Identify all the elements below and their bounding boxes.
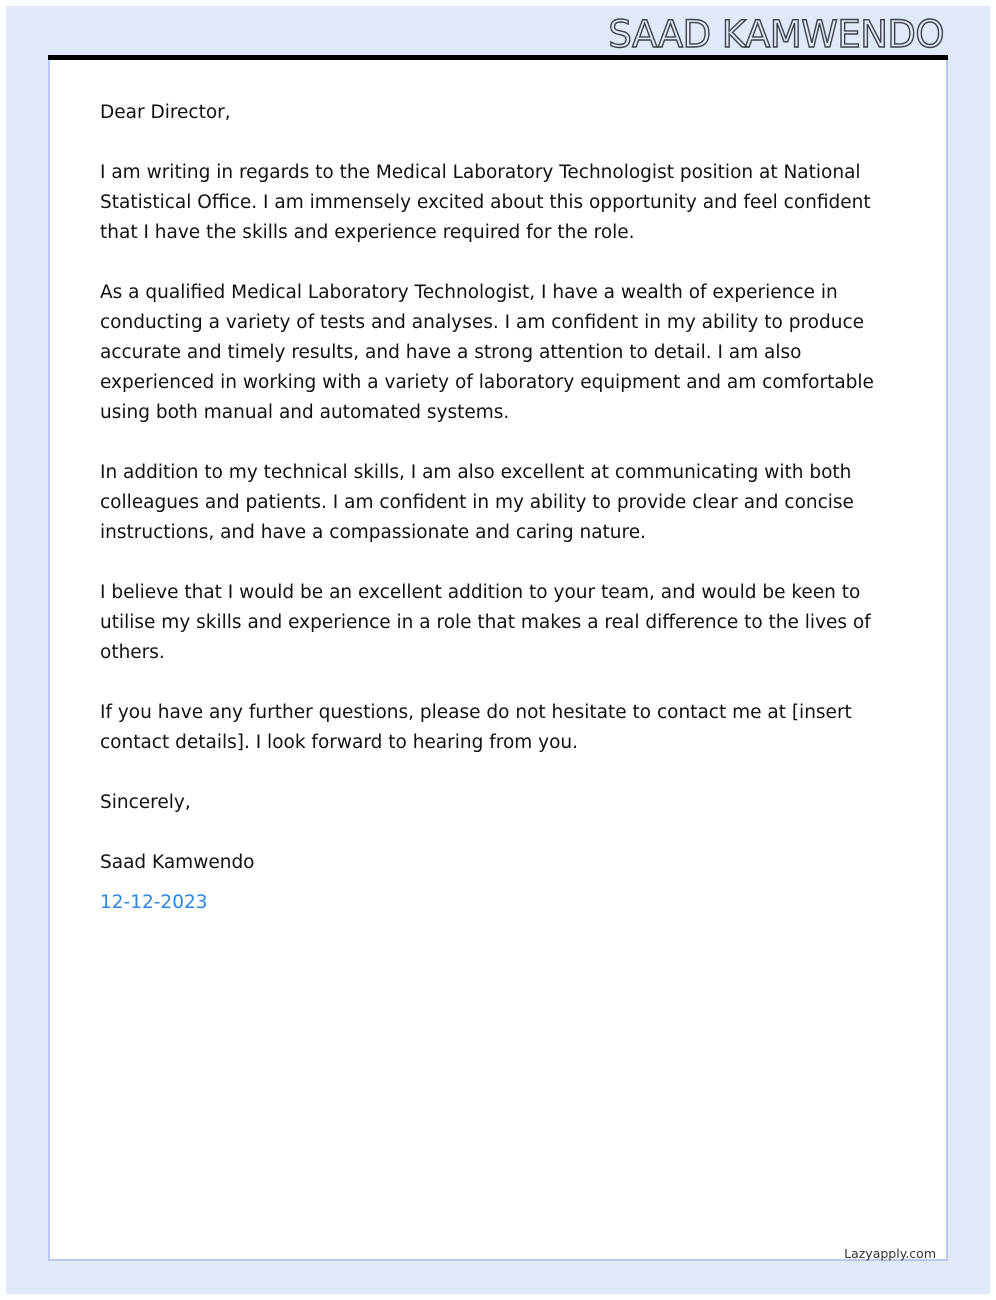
closing: Sincerely, [100,792,191,813]
paragraph-fit: I believe that I would be an excellent addition to your team, and would be keen to utilise my skills and experience in a role that makes a real difference to the lives of others. [100,582,871,663]
salutation: Dear Director, [100,102,231,123]
signature-name: Saad Kamwendo [100,852,255,873]
paragraph-intro: I am writing in regards to the Medical Laboratory Technologist position at National Statistical Office. I am immensely excited about this opportunity and feel confident that I have the skills and experience required for the role. [100,162,871,243]
letter-body [100,98,900,918]
paragraph-experience: As a qualified Medical Laboratory Technologist, I have a wealth of experience in conducting a variety of tests and analyses. I am confident in my ability to produce accurate and timely results, and have a strong attention to detail. I am also experienced in working with a variety of laboratory equipment and am comfortable using both manual and automated systems. [100,282,874,423]
letter-date: 12-12-2023 [100,892,208,913]
paragraph-contact: If you have any further questions, please do not hesitate to contact me at [insert contact details]. I look forward to hearing from you. [100,702,852,753]
applicant-name-header: SAAD KAMWENDO [608,13,944,56]
paragraph-communication: In addition to my technical skills, I am also excellent at communicating with both colleagues and patients. I am confident in my ability to provide clear and concise instructions, and have a compassionate and caring nature. [100,462,854,543]
watermark: Lazyapply.com [844,1246,936,1261]
